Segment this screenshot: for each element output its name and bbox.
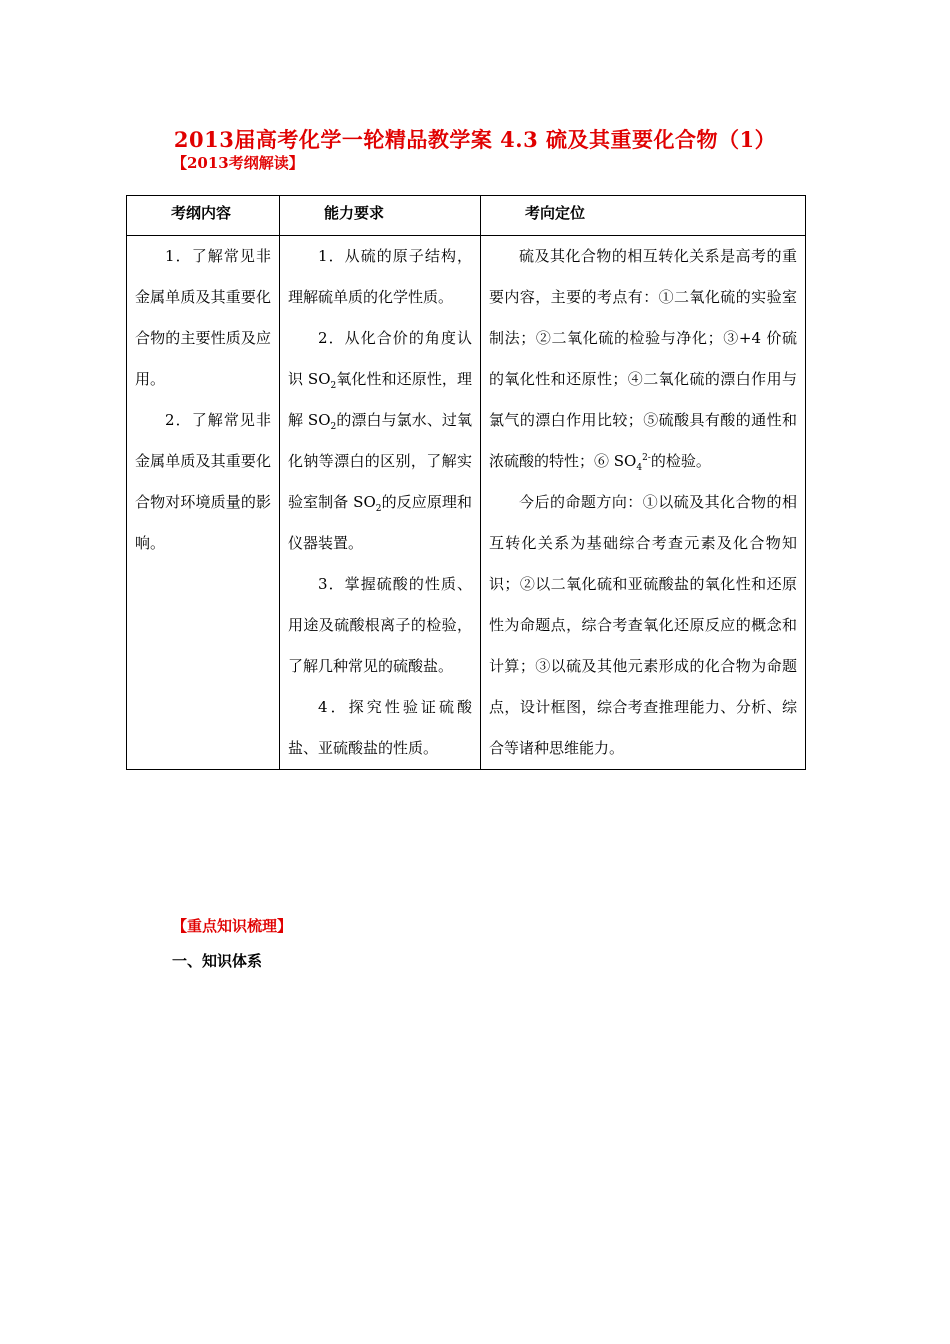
content-cell xyxy=(127,236,280,770)
section-1-heading: 一、知识体系 xyxy=(172,952,263,970)
ability-item-2: 2．从化合价的角度认识 $SO_2$氧化性和还原性，理解 $SO_2$的漂白与氯水、过氧化钠等漂白的区别，了解实验室制备 $SO_2$的反应原理和仪器装置。 xyxy=(288,329,472,552)
content-item-2: 2．了解常见非金属单质及其重要化合物对环境质量的影响。 xyxy=(135,411,271,552)
header-content: 考纲内容 xyxy=(127,196,280,236)
header-ability: 能力要求 xyxy=(280,196,481,236)
direction-para-1: 硫及其化合物的相互转化关系是高考的重要内容，主要的考点有：①二氧化硫的实验室制法；②二氧化硫的检验与净化；③+4 价硫的氧化性和还原性；④二氧化硫的漂白作用与氯气的漂白作用比较；⑤硫酸具有酸的通性和浓硫酸的特性；⑥ $SO_4^{2-}$的检验。 xyxy=(489,247,797,473)
ability-cell xyxy=(280,236,481,770)
ability-item-1: 1．从硫的原子结构，理解硫单质的化学性质。 xyxy=(288,247,472,306)
header-direction: 考向定位 xyxy=(481,196,806,236)
content-item-1: 1．了解常见非金属单质及其重要化合物的主要性质及应用。 xyxy=(135,247,271,388)
ability-item-3: 3．掌握硫酸的性质、用途及硫酸根离子的检验，了解几种常见的硫酸盐。 xyxy=(288,575,472,675)
ability-item-4: 4．探究性验证硫酸盐、亚硫酸盐的性质。 xyxy=(288,698,472,757)
table-header-row xyxy=(127,196,806,236)
knowledge-label: 【重点知识梳理】 xyxy=(172,917,293,935)
document-title: 2013届高考化学一轮精品教学案 4.3 硫及其重要化合物（1） xyxy=(173,127,777,152)
outline-label: 【2013考纲解读】 xyxy=(172,154,304,172)
direction-cell xyxy=(481,236,806,770)
table-row xyxy=(127,236,806,770)
outline-table xyxy=(126,195,806,770)
direction-para-2: 今后的命题方向：①以硫及其化合物的相互转化关系为基础综合考查元素及化合物知识；②以二氧化硫和亚硫酸盐的氧化性和还原性为命题点，综合考查氧化还原反应的概念和计算；③以硫及其他元素形成的化合物为命题点，设计框图，综合考查推理能力、分析、综合等诸种思维能力。 xyxy=(489,493,797,757)
